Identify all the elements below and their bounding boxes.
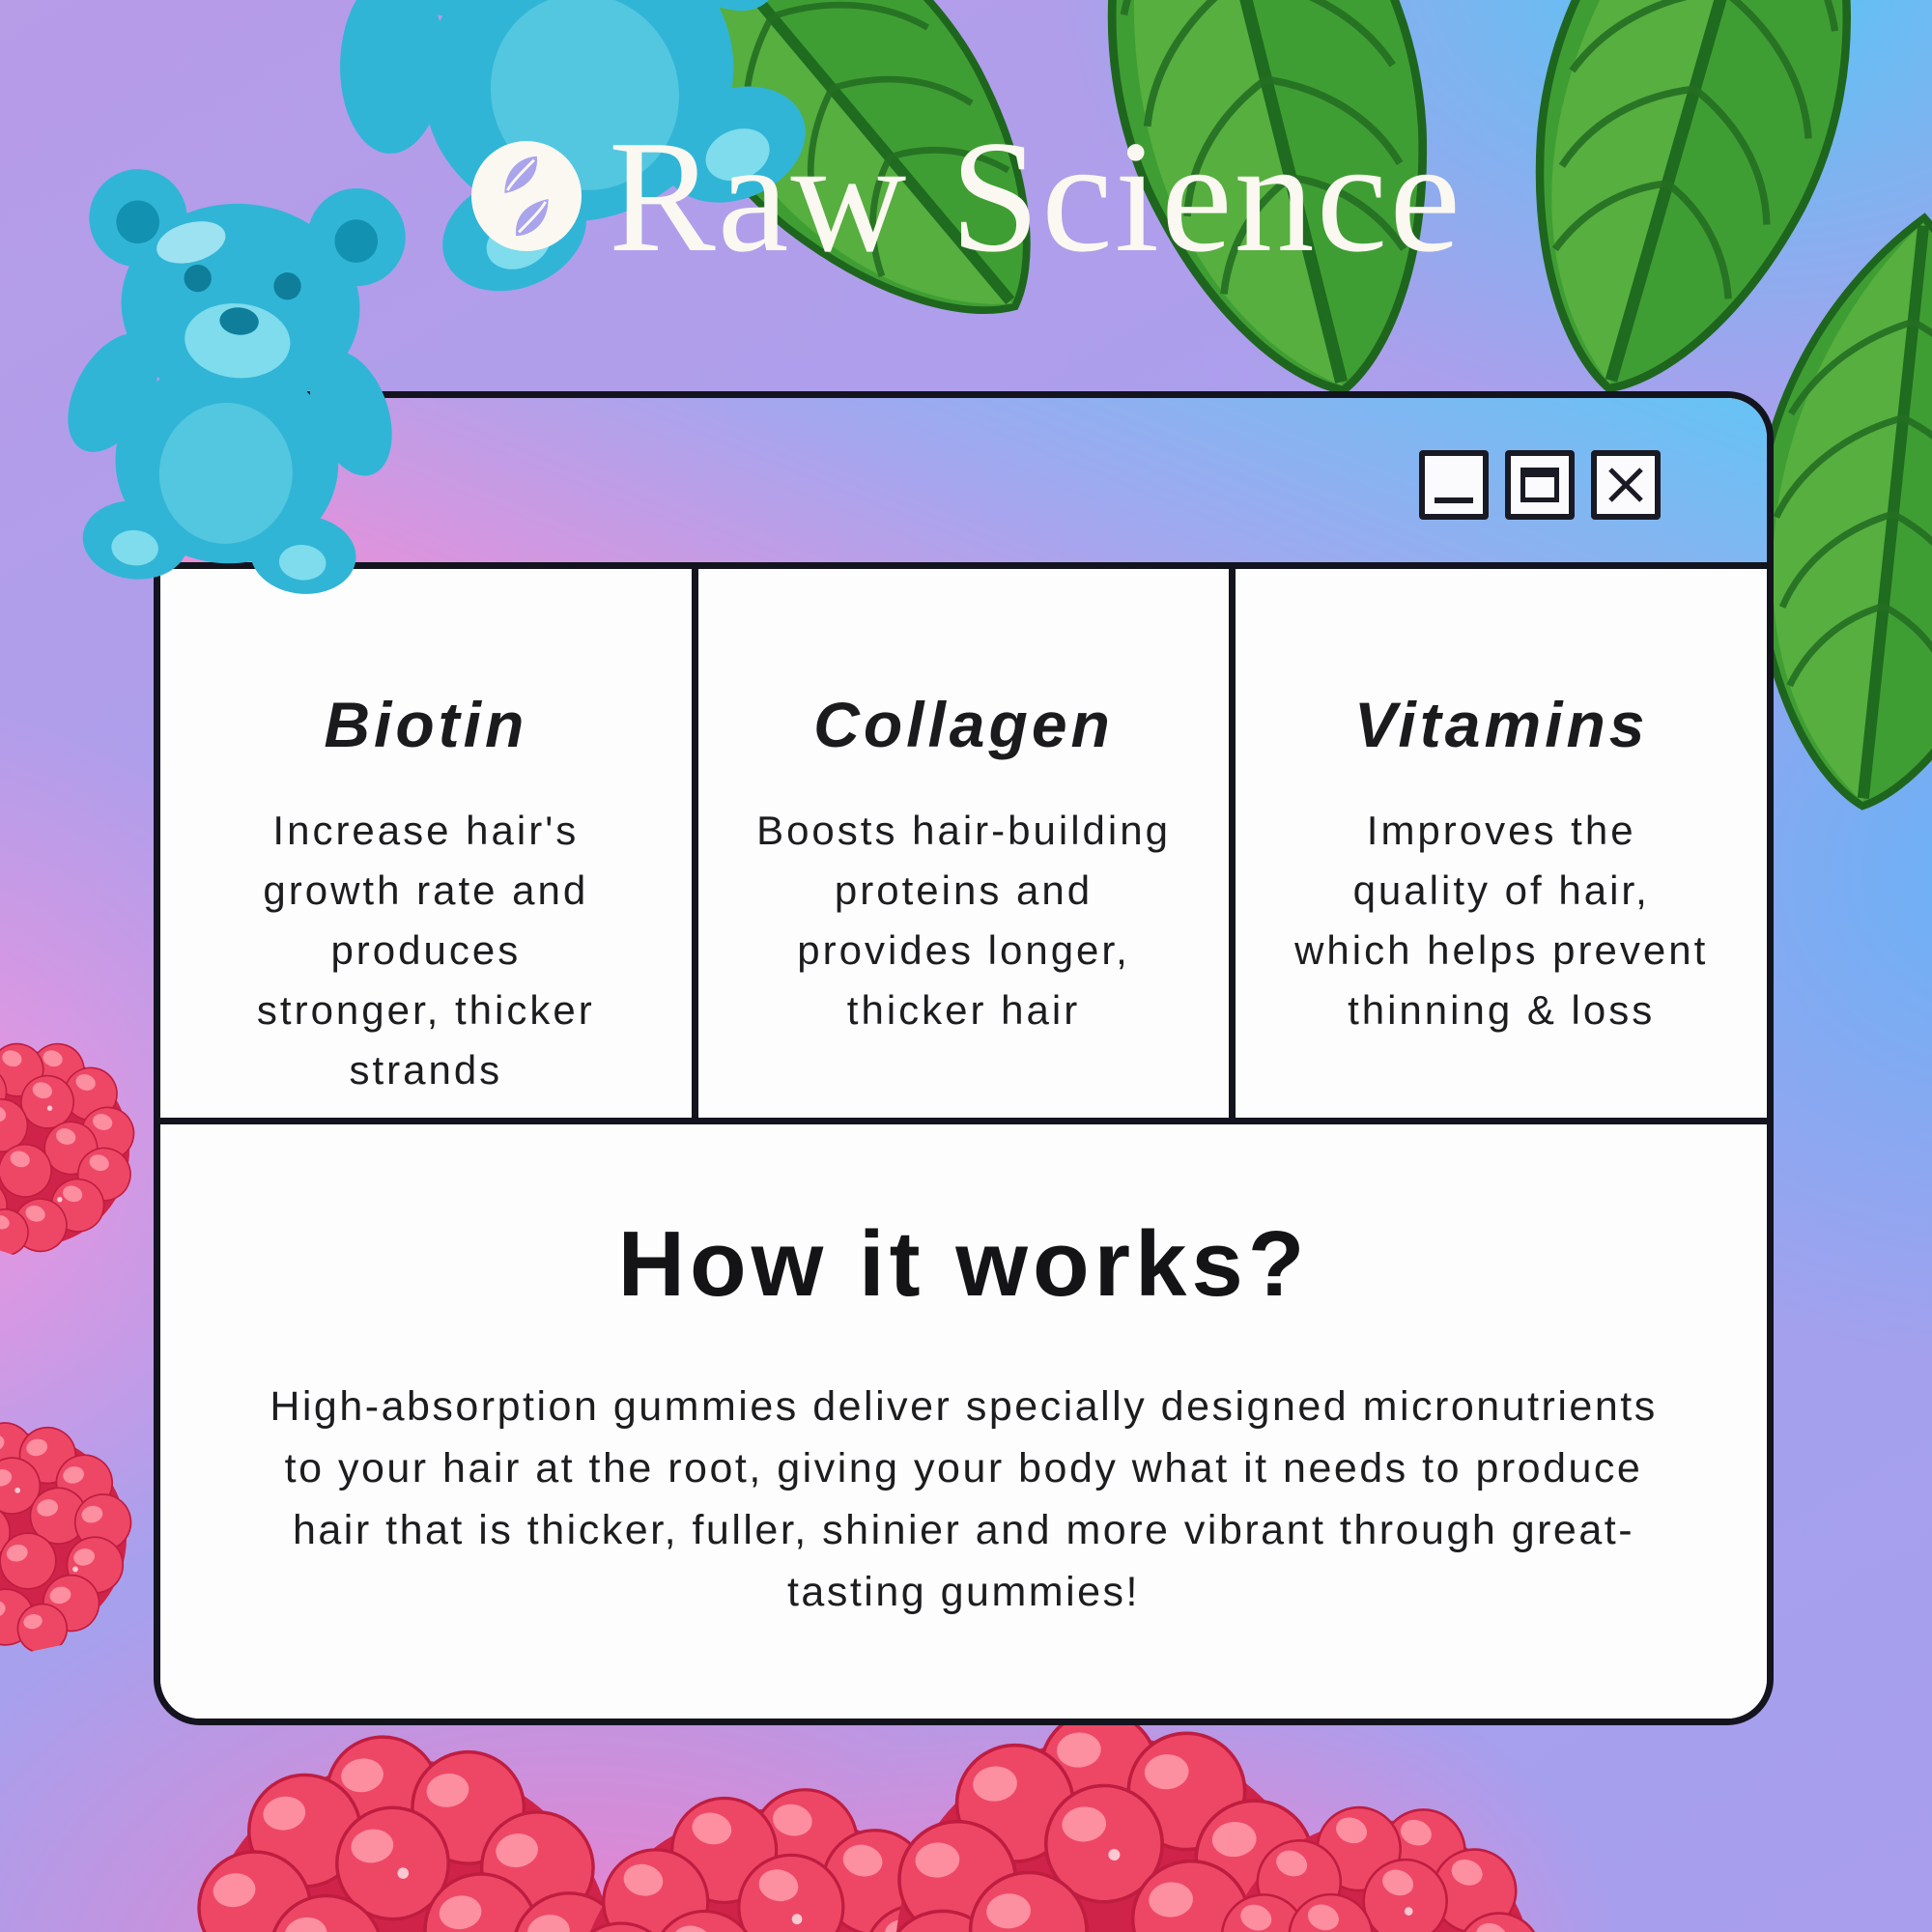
- leaf-s-monogram-icon: [469, 139, 583, 253]
- feature-column-vitamins: [1236, 569, 1767, 1118]
- raspberry-icon: [0, 1005, 169, 1284]
- feature-title: Biotin: [324, 689, 528, 760]
- feature-description: Improves the quality of hair, which helps prevent thinning & loss: [1294, 808, 1709, 1033]
- window-controls: [1419, 450, 1661, 520]
- maximize-icon: [1520, 468, 1559, 502]
- feature-description: Increase hair's growth rate and produces stronger, thicker strands: [256, 808, 595, 1093]
- maximize-button[interactable]: [1505, 450, 1575, 520]
- feature-description: Boosts hair-building proteins and provides longer, thicker hair: [756, 808, 1171, 1033]
- feature-title: Vitamins: [1353, 689, 1649, 760]
- raspberry-icon: [0, 1391, 157, 1671]
- minimize-icon: [1435, 497, 1473, 503]
- how-it-works-section: [160, 1124, 1767, 1719]
- feature-column-collagen: [698, 569, 1236, 1118]
- section-body: High-absorption gummies deliver specially designed micronutrients to your hair at the root, giving your body what it needs to produce hair that is thicker, fuller, shinier and more vibrant through great-tasting gummies!: [270, 1382, 1658, 1615]
- features-row: [160, 569, 1767, 1124]
- minimize-button[interactable]: [1419, 450, 1489, 520]
- section-title: How it works?: [617, 1212, 1310, 1316]
- close-button[interactable]: [1591, 450, 1661, 520]
- close-icon: [1604, 463, 1648, 507]
- brand-logo: [0, 107, 1932, 285]
- feature-column-biotin: [160, 569, 698, 1118]
- feature-title: Collagen: [813, 689, 1114, 760]
- brand-name: Raw Science: [609, 107, 1463, 285]
